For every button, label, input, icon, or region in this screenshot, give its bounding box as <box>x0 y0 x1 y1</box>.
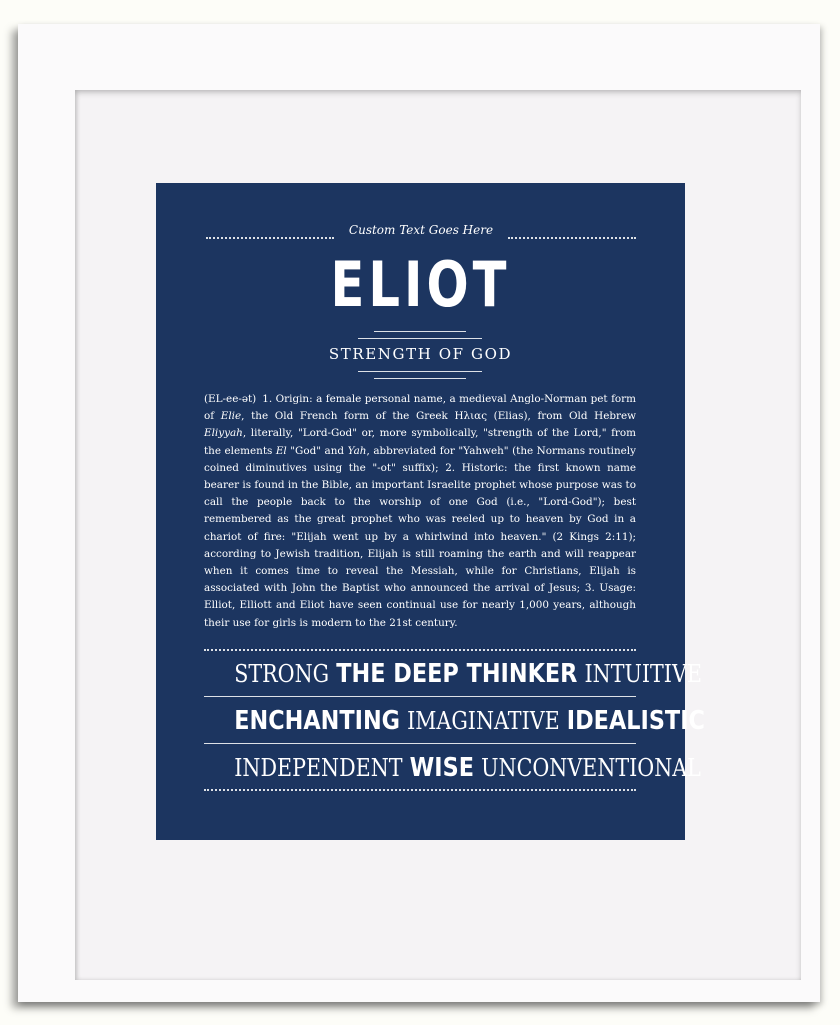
definition-italic: El <box>275 444 287 457</box>
trait-word: STRONG <box>234 660 330 688</box>
definition-italic: Yah <box>347 444 367 457</box>
trait-word: IDEALISTIC <box>566 706 705 736</box>
traits-divider-2 <box>204 743 636 744</box>
top-right-dotted-rule <box>508 237 636 239</box>
definition-text: , abbreviated for "Yahweh" (the Normans routinely coined diminutives using the "-ot" suffix); 2. Historic: the first known name bearer is found in the Bible, an important Israelite prophet whose purpose was to call the people back to the worship of one God (i.e., "Lord-God"); best remembered as the great prophet who was reeled up to heaven by God in a chariot of fire: "Elijah went up by a whirlwind into heaven." (2 Kings 2:11); according to Jewish tradition, Elijah is still roaming the earth and will reappear when it comes time to reveal the Messiah, while for Christians, Elijah is associated with John the Baptist who announced the arrival of Jesus; 3. Usage: Elliot, Elliott and Eliot have seen continual use for nearly 1,000 years, although their use for girls is modern to the 21st century. <box>204 444 636 629</box>
meaning-underline-long <box>358 371 482 372</box>
top-left-dotted-rule <box>206 237 334 239</box>
name-definition <box>204 391 636 632</box>
name-underline-long <box>358 338 482 339</box>
name-poster <box>156 183 705 840</box>
traits-bottom-dotted-rule <box>204 789 636 791</box>
name-title: ELIOT <box>330 248 511 321</box>
traits-row-3 <box>234 753 701 783</box>
meaning-underline-short <box>374 378 466 379</box>
trait-word: INTUITIVE <box>584 660 702 688</box>
traits-divider-1 <box>204 696 636 697</box>
definition-text: "God" and <box>286 444 348 457</box>
trait-word: INDEPENDENT <box>234 754 403 782</box>
definition-italic: Elie <box>220 410 242 423</box>
definition-italic: Eliyyah <box>204 427 243 440</box>
definition-text: , literally, "Lord-God" or, more symbolically, "strength of the Lord," from the elements <box>204 427 636 457</box>
trait-word: ENCHANTING <box>234 706 401 736</box>
name-meaning: STRENGTH OF GOD <box>328 345 513 363</box>
name-underline-short <box>374 331 466 332</box>
traits-row-2 <box>234 706 705 736</box>
definition-text: 1. Origin: a female personal name, a medieval Anglo-Norman pet form of <box>204 393 636 423</box>
trait-word: THE DEEP THINKER <box>336 659 578 689</box>
trait-word: IMAGINATIVE <box>407 707 560 735</box>
trait-word: UNCONVENTIONAL <box>481 754 701 782</box>
definition-text: , the Old French form of the Greek Ηλιας (Elias), from Old Hebrew <box>241 410 637 423</box>
traits-top-dotted-rule <box>204 649 636 651</box>
trait-word: WISE <box>409 753 475 783</box>
custom-text: Custom Text Goes Here <box>348 223 494 237</box>
pronunciation: (EL-ee-ət) <box>204 393 257 405</box>
traits-row-1 <box>234 659 702 689</box>
